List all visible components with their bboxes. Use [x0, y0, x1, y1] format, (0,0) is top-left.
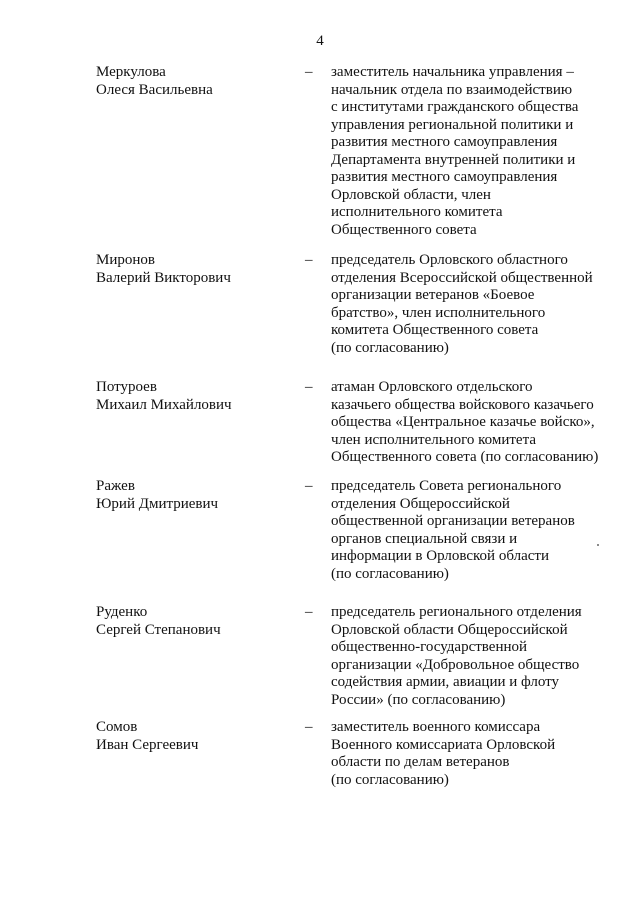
position-line: комитета Общественного совета [331, 322, 539, 338]
member-list [0, 64, 640, 869]
position-line: общественно-государственной [331, 639, 528, 655]
position-line: Орловской области, член [331, 186, 491, 203]
member-entry [0, 604, 640, 719]
member-entry [0, 478, 640, 604]
member-surname: Миронов [96, 252, 155, 268]
member-position [331, 64, 621, 239]
member-name [96, 478, 296, 513]
position-line: содействия армии, авиации и флоту [331, 674, 560, 690]
position-line: области по делам ветеранов [331, 754, 510, 770]
position-line: общества «Центральное казачье войско», [331, 414, 595, 430]
position-line: развития местного самоуправления [331, 134, 558, 150]
member-position [331, 478, 621, 583]
position-line: Общественного совета [331, 221, 477, 238]
dash-separator: – [305, 478, 313, 494]
position-line: председатель Совета регионального [331, 478, 562, 494]
member-entry [0, 64, 640, 252]
position-line: организации «Добровольное общество [331, 656, 580, 673]
position-line: казачьего общества войскового казачьего [331, 396, 594, 413]
member-name [96, 604, 296, 639]
dash-separator: – [305, 604, 313, 620]
position-line: исполнительного комитета [331, 204, 503, 220]
position-line: управления региональной политики и [331, 116, 574, 133]
member-name [96, 719, 296, 754]
position-line: (по согласованию) [331, 771, 449, 788]
member-surname: Сомов [96, 719, 138, 735]
member-given-names: Михаил Михайлович [96, 396, 232, 413]
position-line: начальник отдела по взаимодействию [331, 81, 573, 98]
member-surname: Ражев [96, 478, 135, 494]
member-position [331, 719, 621, 789]
member-surname: Меркулова [96, 64, 166, 80]
member-given-names: Валерий Викторович [96, 269, 231, 286]
position-line: отделения Всероссийской общественной [331, 269, 593, 286]
member-given-names: Юрий Дмитриевич [96, 495, 219, 512]
member-surname: Потуроев [96, 379, 157, 395]
member-position [331, 252, 621, 357]
position-line: член исполнительного комитета [331, 431, 536, 448]
position-line: отделения Общероссийской [331, 495, 510, 512]
position-line: заместитель военного комиссара [331, 719, 541, 735]
position-line: председатель регионального отделения [331, 604, 582, 620]
position-line: общественной организации ветеранов [331, 513, 575, 529]
position-line: России» (по согласованию) [331, 691, 506, 708]
position-line: председатель Орловского областного [331, 252, 568, 268]
member-given-names: Сергей Степанович [96, 621, 221, 638]
member-entry [0, 252, 640, 379]
member-position [331, 379, 621, 467]
position-line: органов специальной связи и [331, 530, 518, 547]
position-line: организации ветеранов «Боевое [331, 287, 535, 303]
position-line: братство», член исполнительного [331, 304, 546, 321]
position-line: Орловской области Общероссийской [331, 621, 568, 638]
position-line: заместитель начальника управления – [331, 64, 574, 80]
position-line: информации в Орловской области [331, 548, 549, 564]
member-position [331, 604, 621, 709]
member-entry [0, 379, 640, 478]
dash-separator: – [305, 719, 313, 735]
position-line: (по согласованию) [331, 565, 449, 582]
position-line: с институтами гражданского общества [331, 99, 579, 115]
member-name [96, 379, 296, 414]
page-number: 4 [316, 33, 324, 49]
member-surname: Руденко [96, 604, 148, 620]
member-name [96, 252, 296, 287]
member-given-names: Иван Сергеевич [96, 736, 199, 753]
member-given-names: Олеся Васильевна [96, 81, 213, 98]
member-entry [0, 719, 640, 869]
position-line: (по согласованию) [331, 339, 449, 356]
position-line: Военного комиссариата Орловской [331, 736, 556, 753]
dash-separator: – [305, 64, 313, 80]
dash-separator: – [305, 379, 313, 395]
dash-separator: – [305, 252, 313, 268]
position-line: атаман Орловского отдельского [331, 379, 533, 395]
position-line: Общественного совета (по согласованию) [331, 449, 599, 465]
position-line: развития местного самоуправления [331, 169, 558, 185]
member-name [96, 64, 296, 99]
position-line: Департамента внутренней политики и [331, 151, 576, 168]
scan-speck [597, 544, 599, 546]
